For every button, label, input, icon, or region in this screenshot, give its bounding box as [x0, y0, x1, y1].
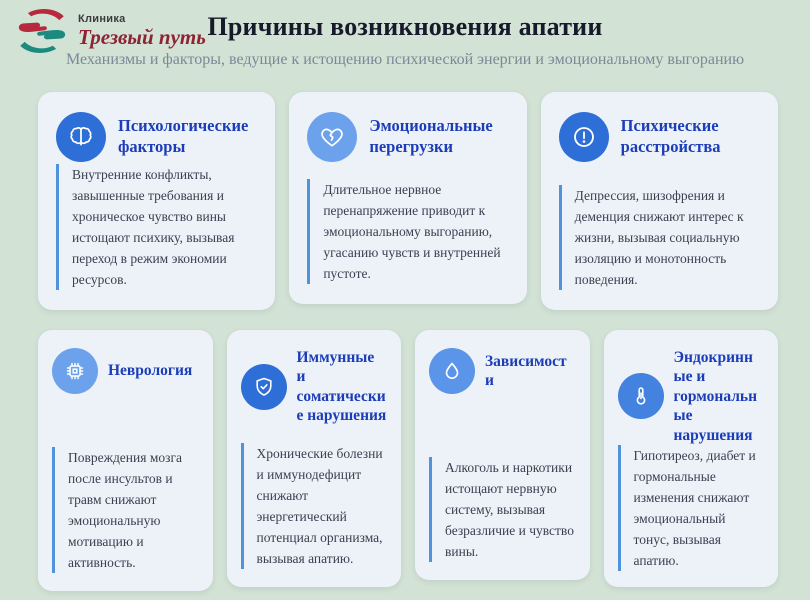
card-mental-disorders	[541, 92, 778, 310]
card-body-text: Гипотиреоз, диабет и гормональные изменения снижают эмоциональный тонус, вызывая апатию.	[618, 445, 765, 571]
card-body-text: Повреждения мозга после инсультов и травм снижают эмоциональную мотивацию и активность.	[52, 447, 199, 573]
card-title: Неврология	[108, 362, 193, 380]
card-header	[52, 348, 199, 394]
cards-row-bottom	[38, 330, 778, 591]
card-title: Психические расстройства	[620, 116, 721, 156]
broken-heart-icon	[307, 112, 357, 162]
card-header	[559, 112, 760, 162]
brain-icon	[56, 112, 106, 162]
card-title: Зависимости	[485, 352, 567, 389]
card-header	[618, 348, 765, 445]
logo-clinic-name: Трезвый путь	[78, 25, 206, 50]
card-title: Эмоциональные перегрузки	[369, 116, 493, 156]
shield-check-icon	[241, 364, 287, 410]
card-body-text: Депрессия, шизофрения и деменция снижают интерес к жизни, вызывая социальную изоляцию и монотонность поведения.	[559, 185, 760, 290]
logo-clinic-label: Клиника	[78, 12, 126, 25]
card-body-text: Хронические болезни и иммунодефицит снижают энергетический потенциал организма, вызывая апатию.	[241, 443, 388, 569]
page-title: Причины возникновения апатии	[207, 12, 603, 41]
card-body-text: Алкоголь и наркотики истощают нервную систему, вызывая безразличие и чувство вины.	[429, 457, 576, 562]
card-header	[429, 348, 576, 394]
cards-row-top	[38, 92, 778, 310]
card-header	[56, 112, 257, 162]
card-neurology	[38, 330, 213, 591]
thermometer-icon	[618, 373, 664, 419]
two-hands-circle-logo	[10, 4, 74, 58]
card-psychological-factors	[38, 92, 275, 310]
card-immune-somatic	[227, 330, 402, 587]
card-addictions	[415, 330, 590, 580]
card-header	[307, 112, 508, 162]
card-body-text: Внутренние конфликты, завышенные требования и хроническое чувство вины истощают психику, вызывая переход в режим экономии ресурсов.	[56, 164, 257, 290]
page-header	[0, 0, 810, 90]
card-title: Иммунные и соматические нарушения	[296, 349, 387, 425]
card-title: Психологические факторы	[118, 116, 249, 156]
card-body-text: Длительное нервное перенапряжение приводит к эмоциональному выгоранию, угасанию чувств и внутренней пустоте.	[307, 179, 508, 284]
card-endocrine-hormonal	[604, 330, 779, 587]
chip-icon	[52, 348, 98, 394]
alert-circle-icon	[559, 112, 609, 162]
card-header	[241, 348, 388, 426]
card-emotional-overload	[289, 92, 526, 304]
page-subtitle: Механизмы и факторы, ведущие к истощению психической энергии и эмоциональному выгоранию	[65, 51, 745, 68]
droplet-icon	[429, 348, 475, 394]
clinic-logo	[10, 4, 206, 58]
card-title: Эндокринные и гормональные нарушения	[673, 349, 758, 444]
logo-text	[78, 14, 206, 49]
